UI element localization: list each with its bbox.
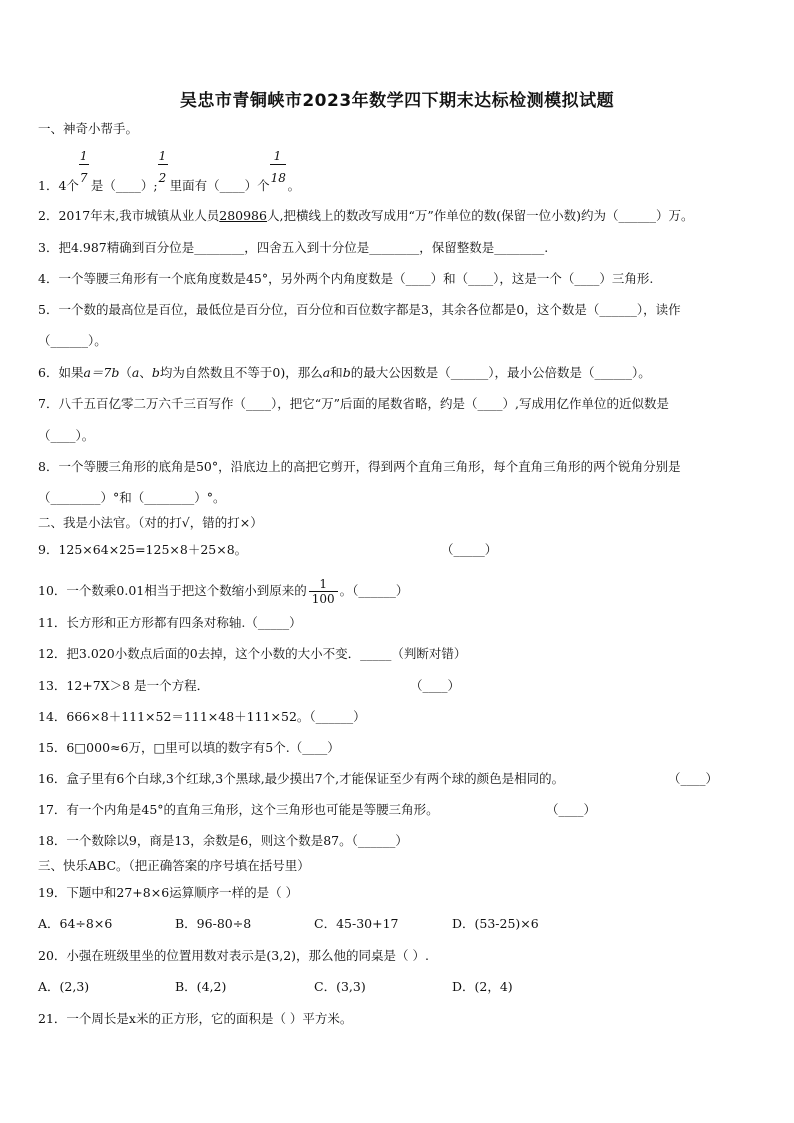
question-3: 3．把4.987精确到百分位是________，四舍五入到十分位是________，保留整数是________. <box>38 240 549 255</box>
exam-title: 吴忠市青铜峡市2023年数学四下期末达标检测模拟试题 <box>179 91 615 111</box>
question-12: 12．把3.020小数点后面的0去掉，这个小数的大小不变．_____（判断对错） <box>38 646 467 661</box>
question-9: 9．125×64×25=125×8＋25×8。 （_____） <box>38 542 498 557</box>
question-5-line-2: （______）。 <box>38 333 107 348</box>
fraction-1-7: $\frac{1}{7}$ <box>79 149 88 185</box>
question-15: 15．6□000≈6万，□里可以填的数字有5个.（____） <box>38 740 340 755</box>
option-b[interactable]: B．96-80÷8 <box>175 916 252 931</box>
question-6: 6．如果a＝7b（a、b均为自然数且不等于0)，那么a和b的最大公因数是（______），最小公倍数是（______）。 <box>38 365 651 380</box>
question-18: 18．一个数除以9，商是13，余数是6，则这个数是87。（______） <box>38 833 408 848</box>
equation-14: 666×8＋111×52＝111×48＋111×52 <box>66 709 297 724</box>
question-7-line-2: （____）。 <box>38 428 95 443</box>
option-c[interactable]: C．(3,3) <box>314 979 366 994</box>
question-16: 16．盒子里有6个白球,3个红球,3个黑球,最少摸出7个,才能保证至少有两个球的颜色是相同的。 （____） <box>38 771 719 786</box>
section-1-heading: 一、神奇小帮手。 <box>38 121 139 136</box>
option-d[interactable]: D．(53-25)×6 <box>452 916 539 931</box>
question-21: 21．一个周长是x米的正方形，它的面积是（ ）平方米。 <box>38 1011 353 1026</box>
option-a[interactable]: A．64÷8×6 <box>38 916 113 931</box>
section-3-heading: 三、快乐ABC。（把正确答案的序号填在括号里） <box>38 858 310 873</box>
equation-a-7b: a＝7b <box>83 365 120 380</box>
fraction-1-2: $\frac{1}{2}$ <box>158 149 167 185</box>
fraction-1-100: $\frac{1}{100}$ <box>309 577 338 606</box>
question-8-line-2: （________）°和（________）°。 <box>38 490 226 505</box>
underlined-number: 280986 <box>219 208 267 223</box>
option-d[interactable]: D．(2，4) <box>452 979 513 994</box>
question-5-line-1: 5．一个数的最高位是百位，最低位是百分位，百分位和百位数字都是3，其余各位都是0，这个数是（______），读作 <box>38 302 681 317</box>
option-b[interactable]: B．(4,2) <box>175 979 227 994</box>
question-10: 10．一个数乘0.01相当于把这个数缩小到原来的 $\frac{1}{100}$ 。（______） <box>38 577 409 606</box>
question-1: 1．4个 $\frac{1}{7}$ 是（____）; $\frac{1}{2}$ 里面有（____）个 $\frac{1}{18}$ 。 <box>38 149 301 193</box>
question-19: 19．下题中和27+8×6运算顺序一样的是（ ） <box>38 885 299 900</box>
fraction-1-18: $\frac{1}{18}$ <box>270 149 286 185</box>
question-7-line-1: 7．八千五百亿零二万六千三百写作（____），把它“万”后面的尾数省略，约是（____）,写成用亿作单位的近似数是 <box>38 396 669 411</box>
option-a[interactable]: A．(2,3) <box>38 979 90 994</box>
question-4: 4．一个等腰三角形有一个底角度数是45°，另外两个内角度数是（____）和（____），这是一个（____）三角形. <box>38 271 654 286</box>
option-c[interactable]: C．45-30+17 <box>314 916 399 931</box>
question-17: 17．有一个内角是45°的直角三角形，这个三角形也可能是等腰三角形。 （____） <box>38 802 597 817</box>
section-2-heading: 二、我是小法官。（对的打√，错的打×） <box>38 515 263 530</box>
question-14: 14．666×8＋111×52＝111×48＋111×52。（______） <box>38 709 366 724</box>
question-20: 20．小强在班级里坐的位置用数对表示是(3,2)，那么他的同桌是（ ）. <box>38 948 429 963</box>
question-13: 13．12+7X＞8 是一个方程． （____） <box>38 678 461 693</box>
question-2: 2．2017年末,我市城镇从业人员280986人,把横线上的数改写成用“万”作单位的数(保留一位小数)约为（______）万。 <box>38 208 694 223</box>
question-8-line-1: 8．一个等腰三角形的底角是50°，沿底边上的高把它剪开，得到两个直角三角形，每个直角三角形的两个锐角分别是 <box>38 459 681 474</box>
question-11: 11．长方形和正方形都有四条对称轴.（_____） <box>38 615 302 630</box>
